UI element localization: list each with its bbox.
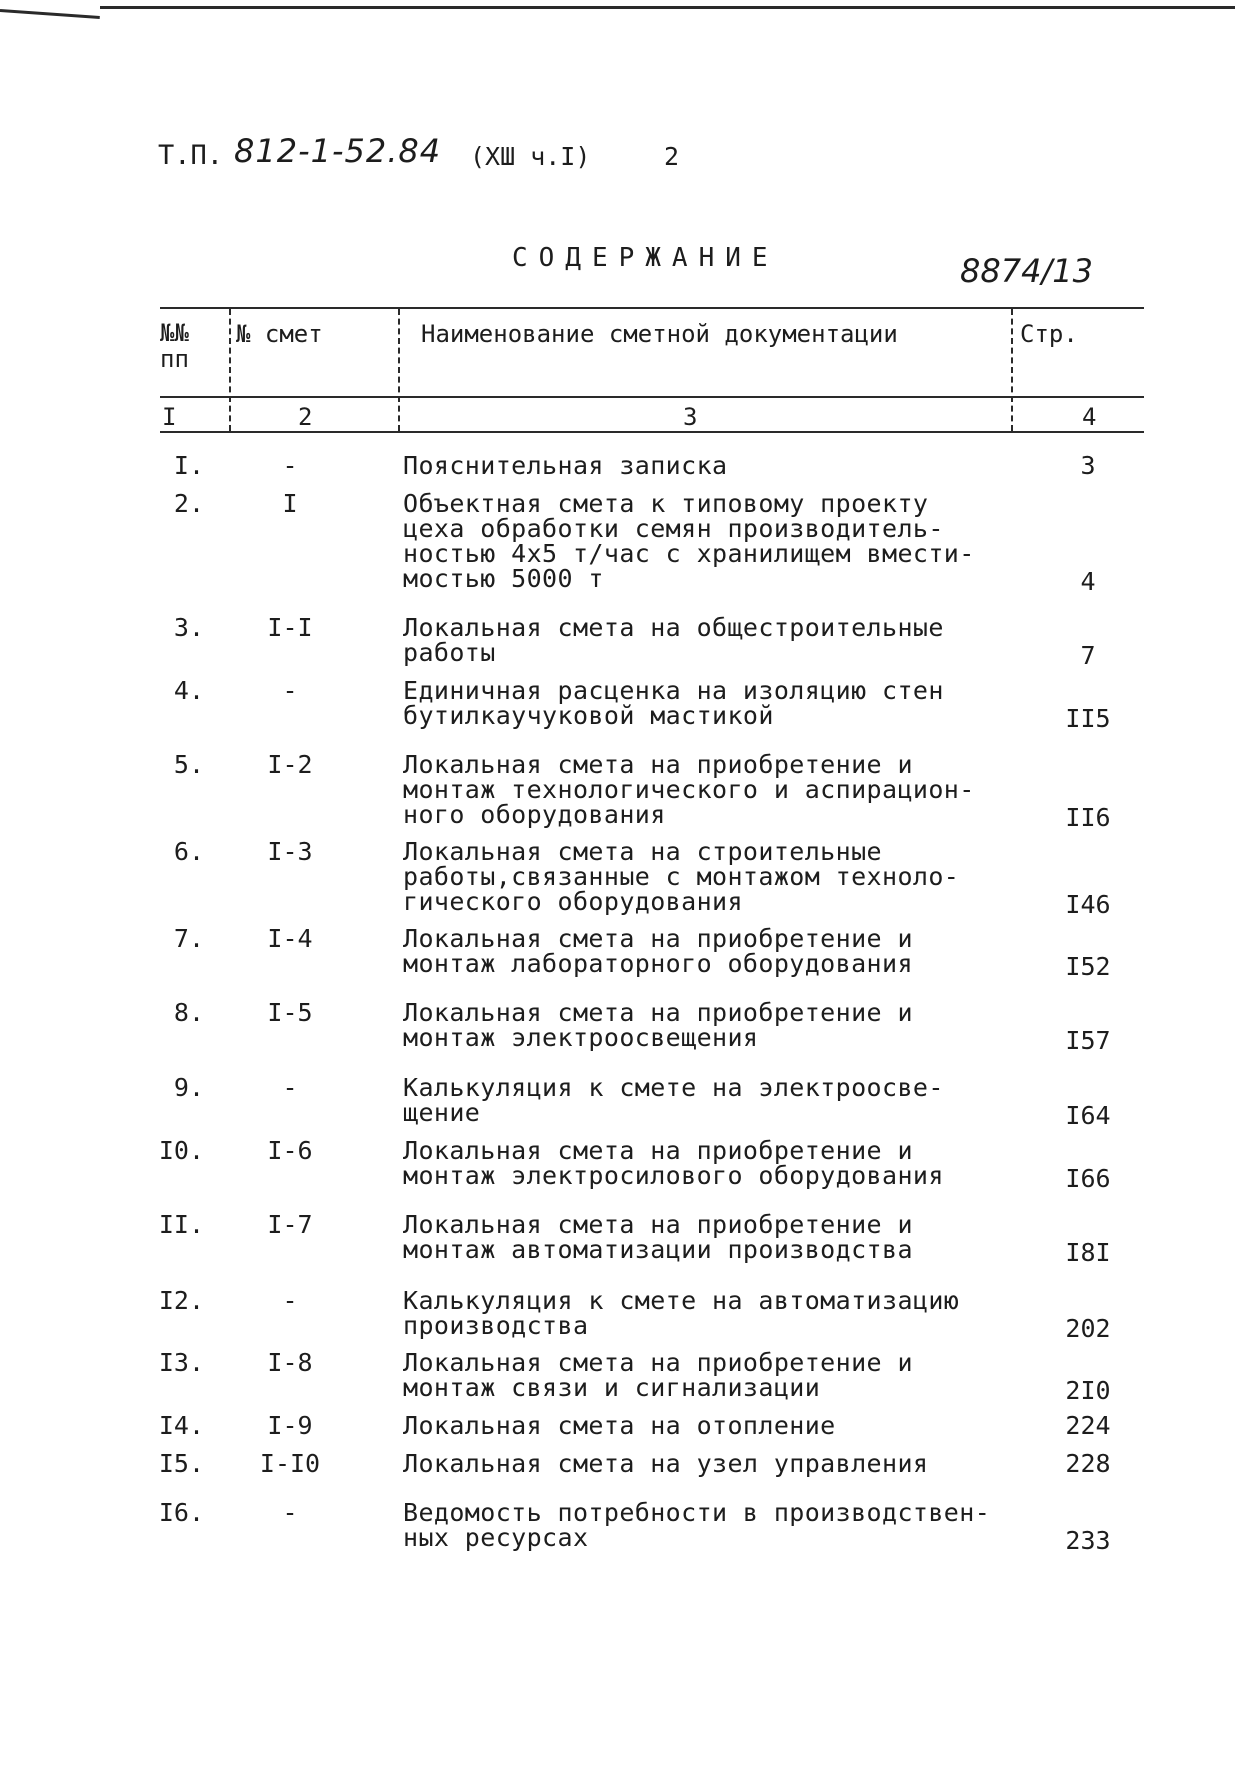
row-description — [403, 615, 944, 665]
row-estimate-number: I-I0 — [259, 1449, 321, 1478]
row-description — [403, 1212, 913, 1262]
inventory-number: 8874/13 — [960, 252, 1093, 290]
row-number: 8. — [173, 998, 204, 1027]
row-description-line: ного оборудования — [403, 800, 666, 829]
row-description — [403, 1350, 913, 1400]
header-prefix: Т.П. — [158, 140, 224, 171]
column-divider-1 — [229, 309, 231, 431]
row-description-line: Локальная смета на приобретение и — [403, 1136, 913, 1165]
row-description-line: мостью 5000 т — [403, 564, 604, 593]
row-estimate-number: I-8 — [267, 1348, 313, 1377]
row-description-line: монтаж электросилового оборудования — [403, 1161, 944, 1190]
row-description-line: Локальная смета на приобретение и — [403, 998, 913, 1027]
row-estimate-number: - — [282, 1073, 298, 1102]
row-number: 4. — [173, 676, 204, 705]
row-description-line: монтаж электроосвещения — [403, 1023, 759, 1052]
row-description-line: монтаж связи и сигнализации — [403, 1373, 821, 1402]
table-top-rule — [160, 307, 1144, 309]
row-page-number: 3 — [1080, 451, 1096, 480]
row-description — [403, 1138, 944, 1188]
row-description-line: Локальная смета на узел управления — [403, 1449, 929, 1478]
row-description-line: работы,связанные с монтажом техноло- — [403, 862, 960, 891]
row-description-line: гического оборудования — [403, 887, 743, 916]
row-description-line: Ведомость потребности в производствен- — [403, 1498, 991, 1527]
row-description-line: монтаж лабораторного оборудования — [403, 949, 913, 978]
row-estimate-number: I-7 — [267, 1210, 313, 1239]
row-description-line: Калькуляция к смете на автоматизацию — [403, 1286, 960, 1315]
column-header-estimate: № смет — [236, 320, 323, 348]
column-header-name: Наименование сметной документации — [421, 320, 898, 348]
row-page-number: I57 — [1065, 1026, 1111, 1055]
row-page-number: II6 — [1065, 803, 1111, 832]
row-description — [403, 1451, 928, 1476]
row-description-line: Объектная смета к типовому проекту — [403, 489, 929, 518]
row-page-number: 202 — [1065, 1314, 1111, 1343]
row-description-line: производства — [403, 1311, 589, 1340]
row-description — [403, 678, 944, 728]
row-number: 3. — [173, 613, 204, 642]
row-description-line: цеха обработки семян производитель- — [403, 514, 944, 543]
row-number: 7. — [173, 924, 204, 953]
header-project-code: 812-1-52.84 — [234, 132, 442, 170]
row-description-line: Локальная смета на приобретение и — [403, 1210, 913, 1239]
row-description — [403, 1288, 959, 1338]
row-number: 5. — [173, 750, 204, 779]
row-description-line: Локальная смета на отопление — [403, 1411, 836, 1440]
header-part: (XШ ч.I) — [470, 142, 591, 171]
row-page-number: I8I — [1065, 1238, 1111, 1267]
row-estimate-number: - — [282, 451, 298, 480]
table-header-rule — [160, 396, 1144, 398]
row-number: 6. — [173, 837, 204, 866]
row-page-number: II5 — [1065, 704, 1111, 733]
row-number: I5. — [158, 1449, 204, 1478]
row-number: I4. — [158, 1411, 204, 1440]
row-page-number: I46 — [1065, 890, 1111, 919]
row-number: I0. — [158, 1136, 204, 1165]
header-page-number: 2 — [664, 142, 680, 171]
row-page-number: I52 — [1065, 952, 1111, 981]
row-estimate-number: - — [282, 676, 298, 705]
row-estimate-number: I-5 — [267, 998, 313, 1027]
row-description-line: ностью 4х5 т/час с хранилищем вмести- — [403, 539, 975, 568]
row-estimate-number: - — [282, 1286, 298, 1315]
row-description-line: щение — [403, 1098, 481, 1127]
row-description-line: Калькуляция к смете на электроосве- — [403, 1073, 944, 1102]
row-page-number: I66 — [1065, 1164, 1111, 1193]
column-header-number-line1: №№ — [160, 319, 189, 347]
row-description-line: Пояснительная записка — [403, 451, 728, 480]
row-estimate-number: I-6 — [267, 1136, 313, 1165]
row-description-line: монтаж автоматизации производства — [403, 1235, 913, 1264]
row-description — [403, 1075, 944, 1125]
column-divider-2 — [398, 309, 400, 431]
row-estimate-number: I-3 — [267, 837, 313, 866]
scan-artifact-top-rule — [100, 6, 1235, 9]
page-title: СОДЕРЖАНИЕ — [512, 243, 779, 273]
scan-artifact-hook — [0, 9, 100, 19]
row-description-line: Локальная смета на строительные — [403, 837, 882, 866]
table-number-rule — [160, 431, 1144, 433]
row-number: II. — [158, 1210, 204, 1239]
column-divider-3 — [1011, 309, 1013, 431]
row-page-number: 7 — [1080, 641, 1096, 670]
row-description-line: работы — [403, 638, 496, 667]
row-description-line: ных ресурсах — [403, 1523, 589, 1552]
row-page-number: 2I0 — [1065, 1376, 1111, 1405]
column-header-number-line2: пп — [160, 345, 189, 373]
column-number-3: 3 — [683, 403, 698, 431]
row-description — [403, 752, 975, 827]
row-estimate-number: - — [282, 1498, 298, 1527]
column-number-4: 4 — [1082, 403, 1097, 431]
row-number: I2. — [158, 1286, 204, 1315]
row-description — [403, 1500, 990, 1550]
row-description-line: Локальная смета на приобретение и — [403, 750, 913, 779]
row-description — [403, 839, 959, 914]
row-description — [403, 1413, 836, 1438]
row-number: I6. — [158, 1498, 204, 1527]
row-description — [403, 1000, 913, 1050]
column-number-2: 2 — [298, 403, 313, 431]
row-description-line: Единичная расценка на изоляцию стен — [403, 676, 944, 705]
row-description-line: Локальная смета на приобретение и — [403, 1348, 913, 1377]
row-description-line: бутилкаучуковой мастикой — [403, 701, 774, 730]
row-description-line: Локальная смета на общестроительные — [403, 613, 944, 642]
row-number: 9. — [173, 1073, 204, 1102]
column-header-number — [160, 320, 189, 372]
row-number: 2. — [173, 489, 204, 518]
row-estimate-number: I-4 — [267, 924, 313, 953]
row-description — [403, 926, 913, 976]
row-page-number: 233 — [1065, 1526, 1111, 1555]
row-description-line: монтаж технологического и аспирацион- — [403, 775, 975, 804]
row-page-number: 4 — [1080, 567, 1096, 596]
row-number: I3. — [158, 1348, 204, 1377]
column-number-1: I — [162, 403, 177, 431]
row-estimate-number: I-2 — [267, 750, 313, 779]
row-description — [403, 453, 727, 478]
row-page-number: 228 — [1065, 1449, 1111, 1478]
row-estimate-number: I-9 — [267, 1411, 313, 1440]
row-estimate-number: I-I — [267, 613, 313, 642]
row-description — [403, 491, 975, 591]
row-description-line: Локальная смета на приобретение и — [403, 924, 913, 953]
row-estimate-number: I — [282, 489, 298, 518]
row-page-number: 224 — [1065, 1411, 1111, 1440]
row-number: I. — [173, 451, 204, 480]
row-page-number: I64 — [1065, 1101, 1111, 1130]
column-header-page: Стр. — [1020, 320, 1078, 348]
